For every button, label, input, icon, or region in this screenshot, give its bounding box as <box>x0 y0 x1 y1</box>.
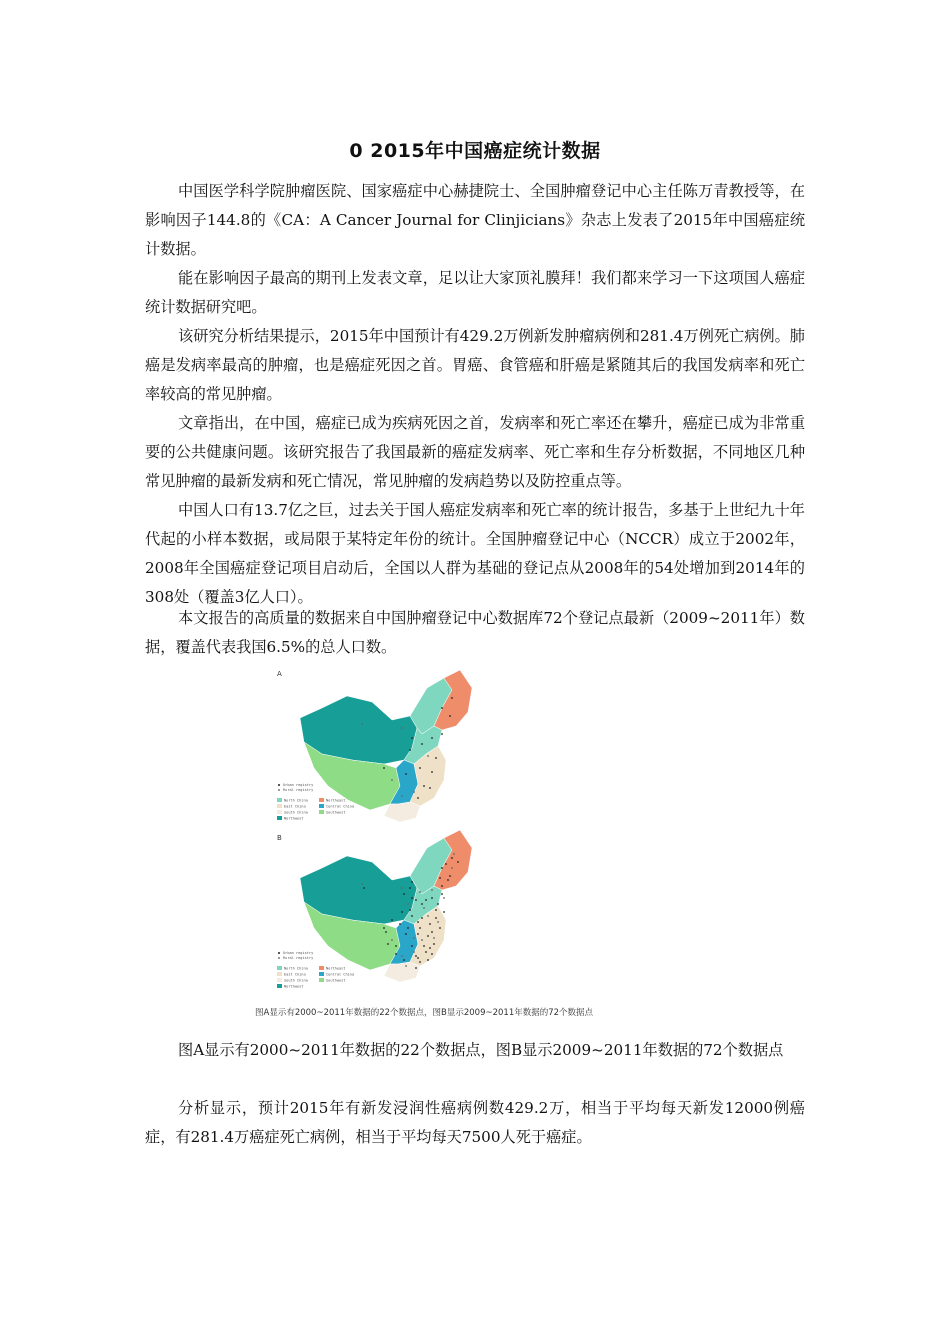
registry-marker <box>441 885 443 887</box>
legend-region-label: Southwest <box>326 810 346 815</box>
registry-marker <box>391 779 393 781</box>
registry-marker <box>429 947 431 949</box>
registry-marker <box>421 917 423 919</box>
panel-b-label: B <box>277 834 282 842</box>
registry-marker <box>451 857 453 859</box>
registry-marker <box>431 737 433 739</box>
legend-region-label: Northeast <box>326 798 346 803</box>
paragraph-intro: 中国医学科学院肿瘤医院、国家癌症中心赫捷院士、全国肿瘤登记中心主任陈万青教授等，在影响因子144.8的《CA：A Cancer Journal for Clinjicians》杂志上发表了2015年中国癌症统计数据。 <box>145 182 805 258</box>
legend-region-label: East China <box>284 972 306 977</box>
registry-marker <box>395 945 397 947</box>
registry-marker <box>417 797 419 799</box>
registry-marker <box>437 921 439 923</box>
registry-marker <box>385 931 387 933</box>
registry-marker <box>361 883 363 885</box>
paragraph-population: 中国人口有13.7亿之巨，过去关于国人癌症发病率和死亡率的统计报告，多基于上世纪九十年代起的小样本数据，或局限于某特定年份的统计。全国肿瘤登记中心（NCCR）成立于2002年，2008年全国癌症登记项目启动后，全国以人群为基础的登记点从2008年的54处增加到2014年的308处（覆盖3亿人口）。 <box>145 501 805 606</box>
registry-marker <box>431 931 433 933</box>
registry-marker <box>403 893 405 895</box>
legend-urban-a: Urban registry <box>283 783 314 787</box>
registry-marker <box>433 943 435 945</box>
registry-marker <box>419 961 421 963</box>
panel-a-label: A <box>277 670 282 678</box>
legend-regions-b <box>277 966 354 989</box>
map-panel-a <box>277 670 472 822</box>
registry-marker <box>409 909 411 911</box>
paragraph-public-health: 文章指出，在中国，癌症已成为疾病死因之首，发病率和死亡率还在攀升，癌症已成为非常重要的公共健康问题。该研究报告了我国最新的癌症发病率、死亡率和生存分析数据，不同地区几种常见肿瘤的最新发病和死亡情况，常见肿瘤的发病趋势以及防控重点等。 <box>145 414 805 490</box>
registry-marker <box>417 957 419 959</box>
registry-marker <box>427 915 429 917</box>
registry-marker <box>415 899 417 901</box>
registry-marker <box>423 785 425 787</box>
registry-marker <box>427 935 429 937</box>
registry-marker <box>419 767 421 769</box>
legend-region-label: Northwest <box>284 816 304 821</box>
registry-marker <box>399 923 401 925</box>
region-south-a <box>384 802 420 822</box>
registry-marker <box>441 733 443 735</box>
registry-marker <box>429 787 431 789</box>
registry-marker <box>407 903 409 905</box>
registry-marker <box>421 903 423 905</box>
registry-marker <box>391 919 393 921</box>
legend-region-label: Central China <box>326 804 355 809</box>
registry-marker <box>415 967 417 969</box>
legend-b <box>277 951 354 989</box>
registry-marker <box>417 921 419 923</box>
registry-marker <box>441 707 443 709</box>
registry-marker <box>401 955 403 957</box>
china-registry-maps-figure <box>262 660 562 1020</box>
region-south-b <box>384 962 420 982</box>
registry-marker <box>423 907 425 909</box>
legend-swatch <box>277 972 282 976</box>
registry-marker <box>425 951 427 953</box>
legend-swatch <box>277 804 282 808</box>
registry-marker <box>401 727 403 729</box>
registry-marker <box>411 881 413 883</box>
legend-swatch <box>277 966 282 970</box>
paragraph-data-source: 本文报告的高质量的数据来自中国肿瘤登记中心数据库72个登记点最新（2009~2011年）数据，覆盖代表我国6.5%的总人口数。 <box>145 609 805 656</box>
registry-marker <box>435 917 437 919</box>
registry-marker <box>405 965 407 967</box>
registry-marker <box>421 939 423 941</box>
legend-swatch <box>319 978 324 982</box>
registry-marker <box>451 867 453 869</box>
legend-region-label: North China <box>284 798 308 803</box>
registry-marker <box>429 923 431 925</box>
registry-marker <box>431 771 433 773</box>
registry-marker <box>435 909 437 911</box>
registry-marker <box>423 945 425 947</box>
registry-marker <box>431 889 433 891</box>
figure-caption: 图A显示有2000~2011年数据的22个数据点，图B显示2009~2011年数据的72个数据点 <box>255 1008 594 1018</box>
legend-rural-a: Rural registry <box>283 788 314 792</box>
paragraph-journal: 能在影响因子最高的期刊上发表文章，足以让大家顶礼膜拜！我们都来学习一下这项国人癌症统计数据研究吧。 <box>145 269 805 316</box>
registry-marker <box>453 853 455 855</box>
registry-marker <box>391 939 393 941</box>
registry-marker <box>417 933 419 935</box>
registry-marker <box>403 959 405 961</box>
registry-marker <box>439 877 441 879</box>
registry-marker <box>401 911 403 913</box>
legend-region-label: South China <box>284 810 308 815</box>
registry-marker <box>431 953 433 955</box>
legend-region-label: Northwest <box>284 984 304 989</box>
paragraph-figure-note: 图A显示有2000~2011年数据的22个数据点，图B显示2009~2011年数据的72个数据点 <box>178 1041 784 1059</box>
registry-marker <box>401 795 403 797</box>
registry-marker <box>441 867 443 869</box>
registry-marker <box>395 953 397 955</box>
registry-marker <box>441 893 443 895</box>
registry-marker <box>435 757 437 759</box>
registry-marker <box>451 697 453 699</box>
legend-swatch <box>277 810 282 814</box>
registry-marker <box>419 927 421 929</box>
registry-marker <box>415 955 417 957</box>
registry-marker <box>411 897 413 899</box>
registry-marker <box>361 723 363 725</box>
paragraph-results: 该研究分析结果提示，2015年中国预计有429.2万例新发肿瘤病例和281.4万例死亡病例。肺癌是发病率最高的肿瘤，也是癌症死因之首。胃癌、食管癌和肝癌是紧随其后的我国发病率和死亡率较高的常见肿瘤。 <box>145 327 805 403</box>
registry-marker <box>431 897 433 899</box>
registry-marker <box>437 903 439 905</box>
registry-marker <box>407 927 409 929</box>
registry-marker <box>413 937 415 939</box>
registry-marker <box>421 743 423 745</box>
legend-swatch <box>319 966 324 970</box>
legend-region-label: Southwest <box>326 978 346 983</box>
registry-marker <box>405 933 407 935</box>
legend-swatch <box>319 798 324 802</box>
registry-marker <box>457 861 459 863</box>
registry-marker <box>363 887 365 889</box>
registry-marker <box>443 911 445 913</box>
page-title: 0 2015年中国癌症统计数据 <box>349 140 601 162</box>
registry-marker <box>447 879 449 881</box>
registry-marker <box>443 897 445 899</box>
registry-marker <box>383 927 385 929</box>
legend-swatch <box>277 978 282 982</box>
legend-urban-b: Urban registry <box>283 951 314 955</box>
legend-swatch <box>277 798 282 802</box>
legend-swatch <box>319 972 324 976</box>
paragraph-analysis: 分析显示，预计2015年有新发浸润性癌病例数429.2万，相当于平均每天新发12000例癌症，有281.4万癌症死亡病例，相当于平均每天7500人死于癌症。 <box>145 1099 805 1146</box>
registry-marker <box>449 875 451 877</box>
registry-marker <box>413 951 415 953</box>
registry-marker <box>413 791 415 793</box>
registry-marker <box>409 887 411 889</box>
map-panel-b <box>277 830 472 989</box>
registry-marker <box>383 767 385 769</box>
registry-marker <box>405 773 407 775</box>
registry-marker <box>419 891 421 893</box>
legend-rural-b: Rural registry <box>283 956 314 960</box>
legend-region-label: East China <box>284 804 306 809</box>
registry-marker <box>433 937 435 939</box>
legend-swatch <box>277 984 282 988</box>
registry-marker <box>425 899 427 901</box>
registry-marker <box>401 887 403 889</box>
legend-regions-a <box>277 798 354 821</box>
legend-region-label: South China <box>284 978 308 983</box>
legend-region-label: Central China <box>326 972 355 977</box>
registry-marker <box>427 959 429 961</box>
legend-region-label: North China <box>284 966 308 971</box>
registry-marker <box>411 945 413 947</box>
registry-marker <box>409 749 411 751</box>
registry-marker <box>411 737 413 739</box>
legend-swatch <box>277 816 282 820</box>
registry-marker <box>411 915 413 917</box>
registry-marker <box>445 863 447 865</box>
legend-swatch <box>319 810 324 814</box>
registry-marker <box>427 755 429 757</box>
legend-region-label: Northeast <box>326 966 346 971</box>
legend-swatch <box>319 804 324 808</box>
registry-marker <box>449 715 451 717</box>
registry-marker <box>387 943 389 945</box>
registry-marker <box>439 927 441 929</box>
